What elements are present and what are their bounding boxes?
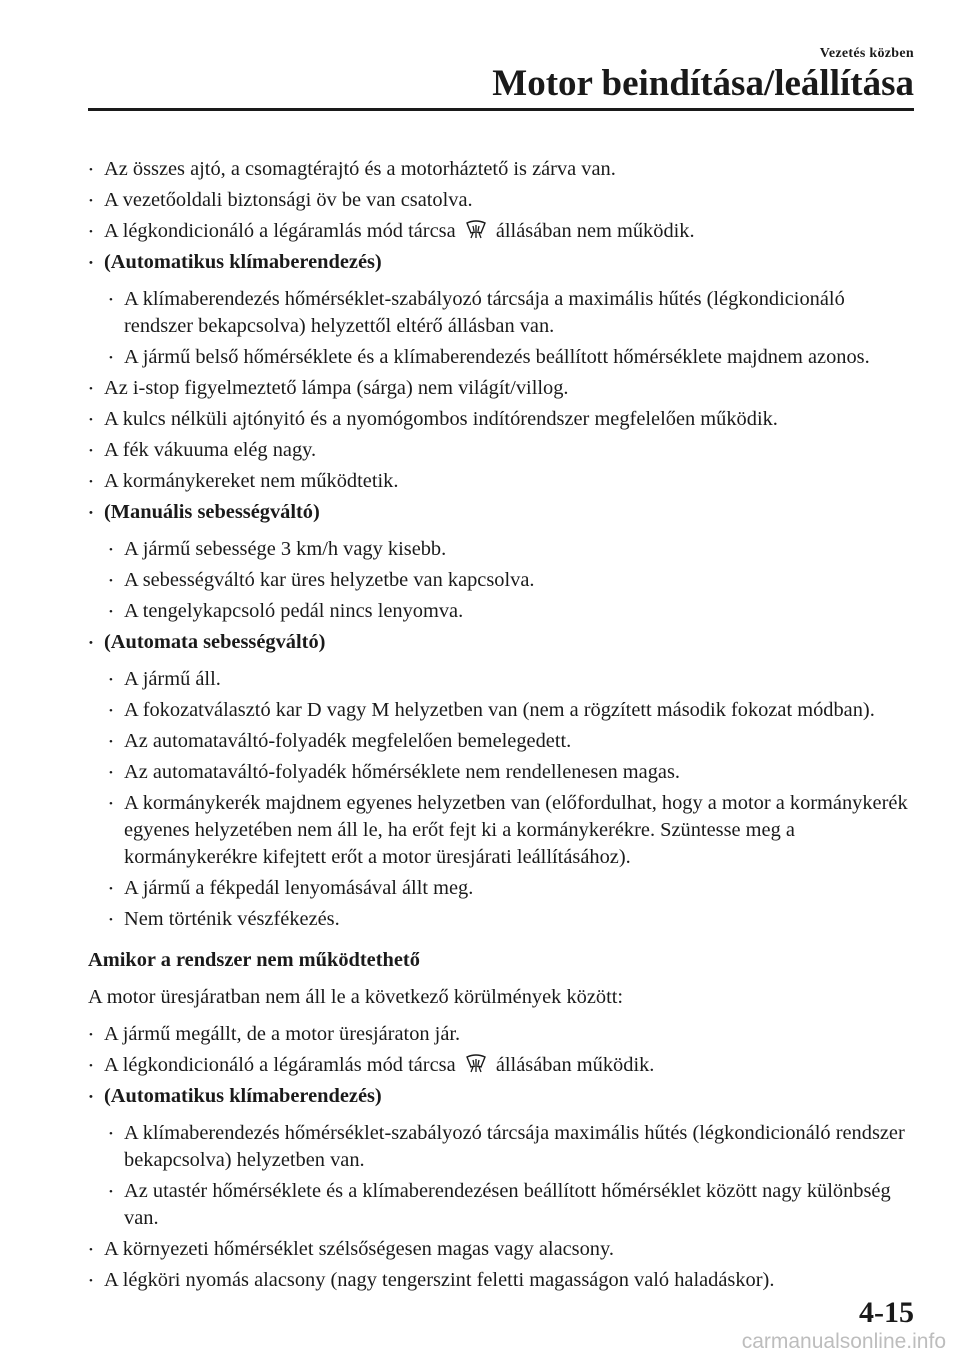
list-item: • Nem történik vészfékezés.: [88, 906, 918, 933]
page-header: [492, 46, 914, 104]
list-item: • A kulcs nélküli ajtónyitó és a nyomógombos indítórendszer megfelelően működik.: [88, 406, 918, 433]
watermark: carmanualsonline.info: [741, 1330, 946, 1353]
section-heading: Amikor a rendszer nem működtethető: [88, 949, 420, 971]
subheading-automatic-transmission: • (Automata sebességváltó): [88, 629, 918, 656]
list-item: • Az i-stop figyelmeztető lámpa (sárga) nem világít/villog.: [88, 375, 918, 402]
list-item: • A kormánykerék majdnem egyenes helyzetben van (előfordulhat, hogy a motor a kormánykerék egyenes helyzetében nem áll le, ha erőt fejt ki a kormánykerékre. Szüntesse meg a kormánykerékre kifejtett erőt a motor üresjárati leállításához).: [88, 790, 918, 871]
list-item: • A kormánykereket nem működtetik.: [88, 468, 918, 495]
list-item: • Az összes ajtó, a csomagtérajtó és a motorháztető is zárva van.: [88, 156, 918, 183]
list-item: • A klímaberendezés hőmérséklet-szabályozó tárcsája maximális hűtés (légkondicionáló rendszer bekapcsolva) helyzetben van.: [88, 1120, 918, 1174]
list-item: • A klímaberendezés hőmérséklet-szabályozó tárcsája a maximális hűtés (légkondicionáló rendszer bekapcsolva) helyzettől eltérő állásban van.: [88, 286, 918, 340]
list-item: • A légköri nyomás alacsony (nagy tengerszint feletti magasságon való haladáskor).: [88, 1267, 918, 1294]
list-item: • A sebességváltó kar üres helyzetbe van kapcsolva.: [88, 567, 918, 594]
list-item: [88, 1052, 918, 1079]
windshield-defrost-icon: [465, 218, 487, 240]
list-item: • A vezetőoldali biztonsági öv be van csatolva.: [88, 187, 918, 214]
list-item: • A jármű sebessége 3 km/h vagy kisebb.: [88, 536, 918, 563]
list-item-text: A légkondicionáló a légáramlás mód tárcsa: [104, 1054, 456, 1076]
header-rule: [88, 108, 914, 111]
list-item: • A jármű áll.: [88, 666, 918, 693]
list-item: • A környezeti hőmérséklet szélsőségesen magas vagy alacsony.: [88, 1236, 918, 1263]
page-title: Motor beindítása/leállítása: [492, 63, 914, 104]
list-item: • A tengelykapcsoló pedál nincs lenyomva.: [88, 598, 918, 625]
list-item-text: állásában nem működik.: [495, 220, 695, 242]
page-number: 4-15: [859, 1296, 914, 1329]
windshield-defrost-icon: [465, 1052, 487, 1074]
list-item: • A fokozatválasztó kar D vagy M helyzetben van (nem a rögzített második fokozat módban).: [88, 697, 918, 724]
list-item: • A jármű belső hőmérséklete és a klímaberendezés beállított hőmérséklete majdnem azonos.: [88, 344, 918, 371]
list-item-text: A légkondicionáló a légáramlás mód tárcsa: [104, 220, 456, 242]
list-item: • A jármű a fékpedál lenyomásával állt meg.: [88, 875, 918, 902]
subheading-auto-climate: • (Automatikus klímaberendezés): [88, 1083, 918, 1110]
list-item-text: állásában működik.: [495, 1054, 655, 1076]
subheading-manual-transmission: • (Manuális sebességváltó): [88, 499, 918, 526]
list-item: • A fék vákuuma elég nagy.: [88, 437, 918, 464]
list-item: • Az automataváltó-folyadék hőmérséklete nem rendellenesen magas.: [88, 759, 918, 786]
list-item: [88, 218, 918, 245]
list-item: • Az automataváltó-folyadék megfelelően bemelegedett.: [88, 728, 918, 755]
subheading-auto-climate: • (Automatikus klímaberendezés): [88, 249, 918, 276]
section-intro: A motor üresjáratban nem áll le a következő körülmények között:: [88, 986, 624, 1008]
list-item: • A jármű megállt, de a motor üresjáraton jár.: [88, 1021, 918, 1048]
list-item: • Az utastér hőmérséklete és a klímaberendezésen beállított hőmérséklet között nagy különbség van.: [88, 1178, 918, 1232]
page-content: [88, 156, 918, 1298]
section-label: Vezetés közben: [819, 46, 914, 61]
